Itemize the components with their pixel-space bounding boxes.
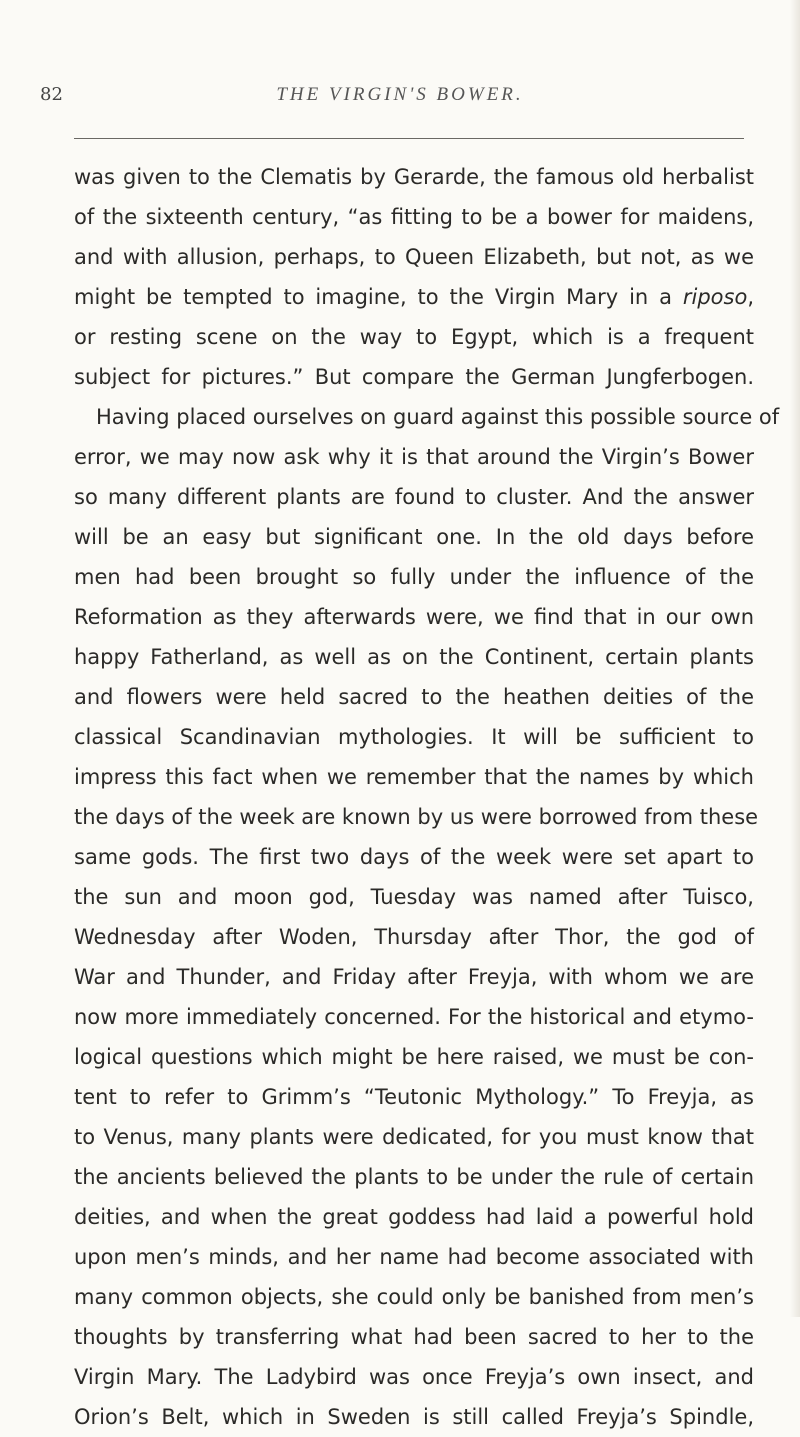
text-line: now more immediately concerned. For the historical and etymo- [74,1005,754,1029]
text-line: many common objects, she could only be banished from men’s [74,1285,754,1309]
page-edge-shadow [790,0,800,1317]
text-line: thoughts by transferring what had been sacred to her to the [74,1325,754,1349]
text-line: happy Fatherland, as well as on the Continent, certain plants [74,645,754,669]
text-line: tent to refer to Grimm’s “Teutonic Mythology.” To Freyja, as [74,1085,754,1109]
text-line: men had been brought so fully under the influence of the [74,565,754,589]
page-number: 82 [40,84,63,105]
text-line: or resting scene on the way to Egypt, which is a frequent [74,325,754,349]
page-header [40,84,760,118]
text-line: and flowers were held sacred to the heathen deities of the [74,685,754,709]
text-line: error, we may now ask why it is that around the Virgin’s Bower [74,445,754,469]
text-line: to Venus, many plants were dedicated, for you must know that [74,1125,754,1149]
text-line: Virgin Mary. The Ladybird was once Freyja’s own insect, and [74,1365,754,1389]
text-line: Having placed ourselves on guard against this possible source of [96,405,780,429]
text-line: so many different plants are found to cluster. And the answer [74,485,754,509]
text-line: same gods. The first two days of the week were set apart to [74,845,754,869]
text-line: subject for pictures.” But compare the German Jungferbogen. [74,365,754,389]
text-line: and with allusion, perhaps, to Queen Elizabeth, but not, as we [74,245,754,269]
text-line: the sun and moon god, Tuesday was named after Tuisco, [74,885,754,909]
text-line: upon men’s minds, and her name had become associated with [74,1245,754,1269]
text-line: the days of the week are known by us were borrowed from these [74,805,759,829]
text-line: might be tempted to imagine, to the Virgin Mary in a riposo, [74,285,754,309]
text-line: Wednesday after Woden, Thursday after Thor, the god of [74,925,754,949]
text-line: will be an easy but significant one. In the old days before [74,525,754,549]
text-line: of the sixteenth century, “as fitting to be a bower for maidens, [74,205,754,229]
header-rule [74,138,744,139]
italic-word: riposo [682,285,748,309]
body-text [74,157,780,1437]
text-line: Reformation as they afterwards were, we find that in our own [74,605,754,629]
text-line: deities, and when the great goddess had laid a powerful hold [74,1205,754,1229]
text-line: classical Scandinavian mythologies. It will be sufficient to [74,725,754,749]
text-line: was given to the Clematis by Gerarde, the famous old herbalist [74,165,754,189]
text-line: logical questions which might be here raised, we must be con- [74,1045,754,1069]
running-head: THE VIRGIN'S BOWER. [276,84,524,105]
text-line: impress this fact when we remember that the names by which [74,765,754,789]
text-line: Orion’s Belt, which in Sweden is still called Freyja’s Spindle, [74,1405,754,1429]
text-line: War and Thunder, and Friday after Freyja, with whom we are [74,965,754,989]
text-line: the ancients believed the plants to be under the rule of certain [74,1165,754,1189]
